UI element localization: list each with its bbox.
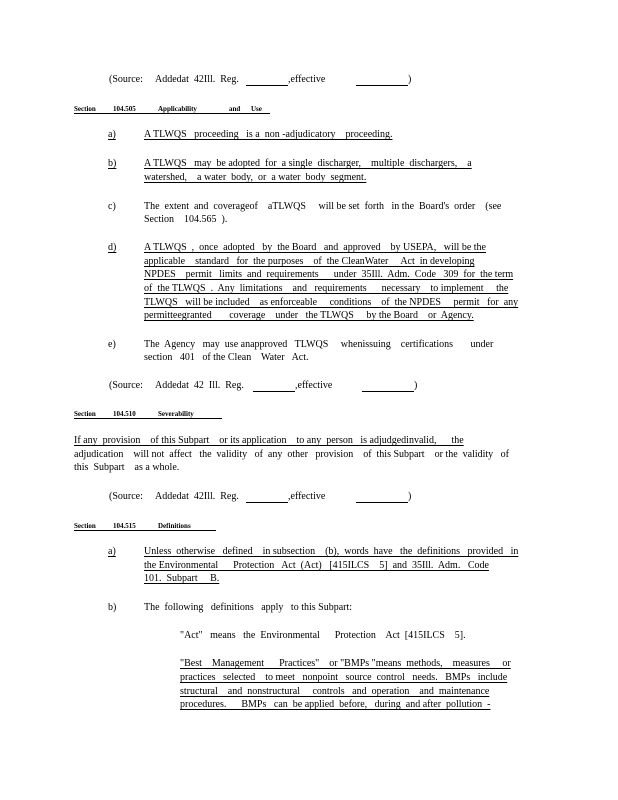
item-line: A TLWQS , once adopted by the Board and approved by USEPA, will be the <box>144 242 486 253</box>
heading-underline <box>74 418 222 419</box>
item-line: watershed, a water body, or a water body segment. <box>144 172 367 183</box>
paragraph-line: If any provision of this Subpart or its application to any person is adjudgedinvalid, the <box>74 435 464 446</box>
section-title-use: Use <box>251 105 262 113</box>
heading-underline <box>74 530 216 531</box>
section-number: 104.515 <box>113 522 136 530</box>
section-title: Definitions <box>158 522 191 530</box>
source-note-close: ) <box>408 74 412 85</box>
blank-line <box>356 502 408 503</box>
section-title: Applicability <box>158 105 197 113</box>
item-line: TLWQS will be included as enforceable conditions of the NPDES permit for any <box>144 297 519 308</box>
section-label: Section <box>74 410 96 418</box>
blank-line <box>246 502 288 503</box>
source-note-text: Addedat 42Ill. Reg. <box>155 491 239 502</box>
item-line: section 401 of the Clean Water Act. <box>144 352 309 363</box>
item-line: The following definitions apply to this Subpart: <box>144 602 353 613</box>
item-line: The extent and coverageof aTLWQS will be set forth in the Board's order (see <box>144 201 502 212</box>
item-marker: a) <box>108 129 116 140</box>
source-note-label: (Source: <box>109 380 143 391</box>
item-line: A TLWQS may be adopted for a single discharger, multiple dischargers, a <box>144 158 472 169</box>
item-line: of the TLWQS . Any limitations and requirements necessary to implement the <box>144 283 509 294</box>
item-marker: e) <box>108 339 116 350</box>
source-note-close: ) <box>408 491 412 502</box>
source-note-effective: ,effective <box>288 491 326 502</box>
item-line: 101. Subpart B. <box>144 573 220 584</box>
source-note-effective: ,effective <box>288 74 326 85</box>
definition-line: practices selected to meet nonpoint source control needs. BMPs include <box>180 672 508 683</box>
item-line: applicable standard for the purposes of the CleanWater Act in developing <box>144 256 475 267</box>
item-marker: a) <box>108 546 116 557</box>
paragraph-line: adjudication will not affect the validity of any other provision of this Subpart or the validity of <box>74 449 510 460</box>
source-note-close: ) <box>414 380 418 391</box>
item-marker: b) <box>108 158 117 169</box>
source-note-label: (Source: <box>109 74 143 85</box>
item-line: A TLWQS proceeding is a non -adjudicatory proceeding. <box>144 129 393 140</box>
source-note-text: Addedat 42Ill. Reg. <box>155 74 239 85</box>
definition-line: "Best Management Practices" or "BMPs "means methods, measures or <box>180 658 511 669</box>
heading-underline <box>74 113 270 114</box>
definition-line: procedures. BMPs can be applied before, during and after pollution - <box>180 699 491 710</box>
source-note-effective: ,effective <box>295 380 333 391</box>
blank-line <box>253 391 295 392</box>
blank-line <box>356 85 408 86</box>
section-number: 104.510 <box>113 410 136 418</box>
source-note-text: Addedat 42 Ill. Reg. <box>155 380 244 391</box>
item-marker: b) <box>108 602 117 613</box>
blank-line <box>362 391 414 392</box>
item-marker: c) <box>108 201 116 212</box>
section-number: 104.505 <box>113 105 136 113</box>
item-line: permitteegranted coverage under the TLWQS by the Board or Agency. <box>144 310 474 321</box>
definition-line: structural and nonstructural controls and operation and maintenance <box>180 686 490 697</box>
section-title-and: and <box>229 105 241 113</box>
section-label: Section <box>74 522 96 530</box>
section-title: Severability <box>158 410 194 418</box>
definition-line: "Act" means the Environmental Protection Act [415ILCS 5]. <box>180 630 466 641</box>
item-line: The Agency may use anapproved TLWQS whenissuing certifications under <box>144 339 494 350</box>
item-line: NPDES permit limits and requirements under 35Ill. Adm. Code 309 for the term <box>144 269 514 280</box>
source-note-label: (Source: <box>109 491 143 502</box>
blank-line <box>246 85 288 86</box>
item-marker: d) <box>108 242 117 253</box>
item-line: Unless otherwise defined in subsection (b), words have the definitions provided in <box>144 546 519 557</box>
item-line: Section 104.565 ). <box>144 214 228 225</box>
section-label: Section <box>74 105 96 113</box>
paragraph-line: this Subpart as a whole. <box>74 462 180 473</box>
item-line: the Environmental Protection Act (Act) [415ILCS 5] and 35Ill. Adm. Code <box>144 560 489 571</box>
